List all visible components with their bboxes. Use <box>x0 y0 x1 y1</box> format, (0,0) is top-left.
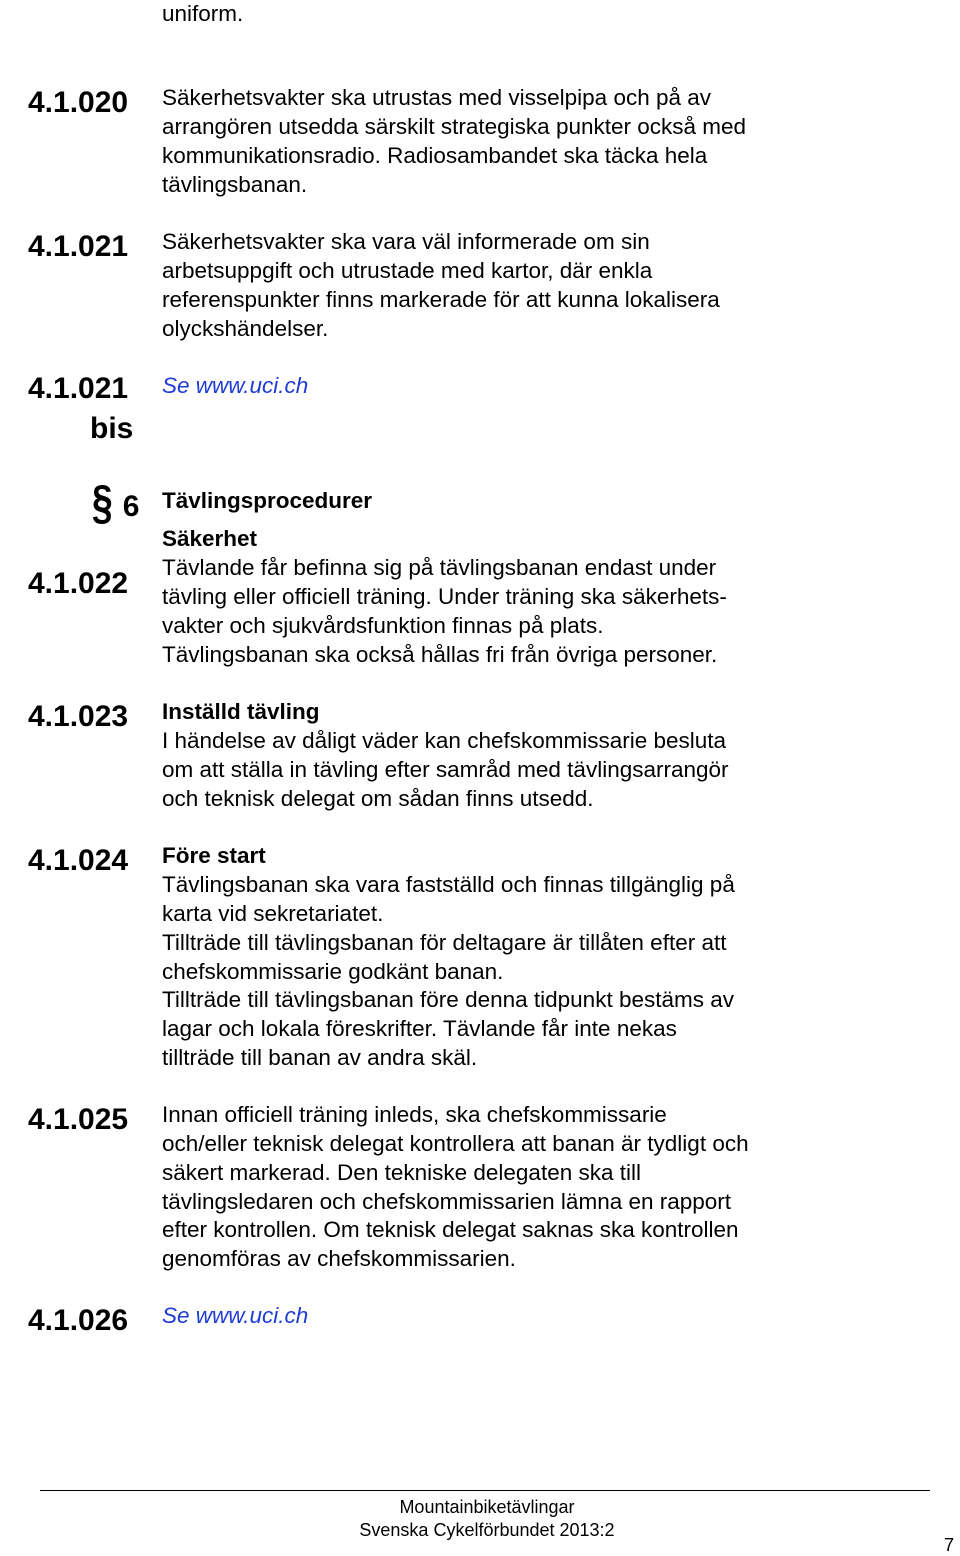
rule-number: 4.1.021 <box>28 230 129 263</box>
rule-number: 4.1.026 <box>28 1304 129 1337</box>
text-line: och/eller teknisk delegat kontrollera att banan är tydligt och <box>162 1131 749 1156</box>
text-line: om att ställa in tävling efter samråd med tävlingsarrangör <box>162 757 729 782</box>
page-number: 7 <box>944 1535 955 1555</box>
text-line: chefskommissarie godkänt banan. <box>162 959 504 984</box>
rule-number: 4.1.025 <box>28 1103 129 1136</box>
text-line: tävlingsledaren och chefskommissarien lämna en rapport <box>162 1189 732 1214</box>
footer-subtitle: Svenska Cykelförbundet 2013:2 <box>359 1520 615 1540</box>
text-line: vakter och sjukvårdsfunktion finnas på plats. <box>162 613 604 638</box>
text-line: karta vid sekretariatet. <box>162 901 384 926</box>
text-line: Tävlande får befinna sig på tävlingsbanan endast under <box>162 555 717 580</box>
text-line: referenspunkter finns markerade för att kunna lokalisera <box>162 287 720 312</box>
rule-number: 4.1.022 <box>28 567 129 600</box>
text-line: Säkerhetsvakter ska utrustas med visselpipa och på av <box>162 85 712 110</box>
paragraph-title: Tävlingsprocedurer <box>162 488 373 513</box>
text-line: säkert markerad. Den tekniske delegaten ska till <box>162 1160 641 1185</box>
text-line: kommunikationsradio. Radiosambandet ska täcka hela <box>162 143 708 168</box>
text-line: lagar och lokala föreskrifter. Tävlande får inte nekas <box>162 1016 677 1041</box>
text-line: Tävlingsbanan ska vara fastställd och finnas tillgänglig på <box>162 872 735 897</box>
text-line: genomföras av chefskommissarien. <box>162 1246 516 1271</box>
uci-link[interactable]: Se www.uci.ch <box>162 373 309 398</box>
text-line: Tillträde till tävlingsbanan före denna tidpunkt bestäms av <box>162 987 734 1012</box>
text-line: uniform. <box>162 1 244 26</box>
text-line: arbetsuppgift och utrustade med kartor, där enkla <box>162 258 653 283</box>
section-sign-icon: § <box>91 476 113 530</box>
rule-number: 4.1.024 <box>28 844 129 877</box>
text-line: Säkerhetsvakter ska vara väl informerade om sin <box>162 229 650 254</box>
text-line: tillträde till banan av andra skäl. <box>162 1045 478 1070</box>
text-line: olyckshändelser. <box>162 316 329 341</box>
section-heading: Säkerhet <box>162 526 258 551</box>
text-line: efter kontrollen. Om teknisk delegat saknas ska kontrollen <box>162 1217 739 1242</box>
text-line: och teknisk delegat om sådan finns utsedd. <box>162 786 594 811</box>
uci-link[interactable]: Se www.uci.ch <box>162 1303 309 1328</box>
text-line: Tillträde till tävlingsbanan för deltagare är tillåten efter att <box>162 930 727 955</box>
footer-title: Mountainbiketävlingar <box>399 1497 575 1517</box>
paragraph-number: 6 <box>122 490 140 523</box>
footer-divider <box>40 1490 930 1491</box>
rule-number: 4.1.023 <box>28 700 129 733</box>
paragraph-marker <box>91 476 140 530</box>
text-line: arrangören utsedda särskilt strategiska punkter också med <box>162 114 747 139</box>
rule-number-suffix: bis <box>90 412 134 445</box>
section-heading: Inställd tävling <box>162 699 320 724</box>
section-heading: Före start <box>162 843 266 868</box>
text-line: Tävlingsbanan ska också hållas fri från övriga personer. <box>162 642 718 667</box>
text-line: Innan officiell träning inleds, ska chefskommissarie <box>162 1102 667 1127</box>
rule-number: 4.1.020 <box>28 86 129 119</box>
text-line: tävlingsbanan. <box>162 172 308 197</box>
text-line: I händelse av dåligt väder kan chefskommissarie besluta <box>162 728 727 753</box>
text-line: tävling eller officiell träning. Under träning ska säkerhets- <box>162 584 727 609</box>
rule-number: 4.1.021 <box>28 372 129 405</box>
